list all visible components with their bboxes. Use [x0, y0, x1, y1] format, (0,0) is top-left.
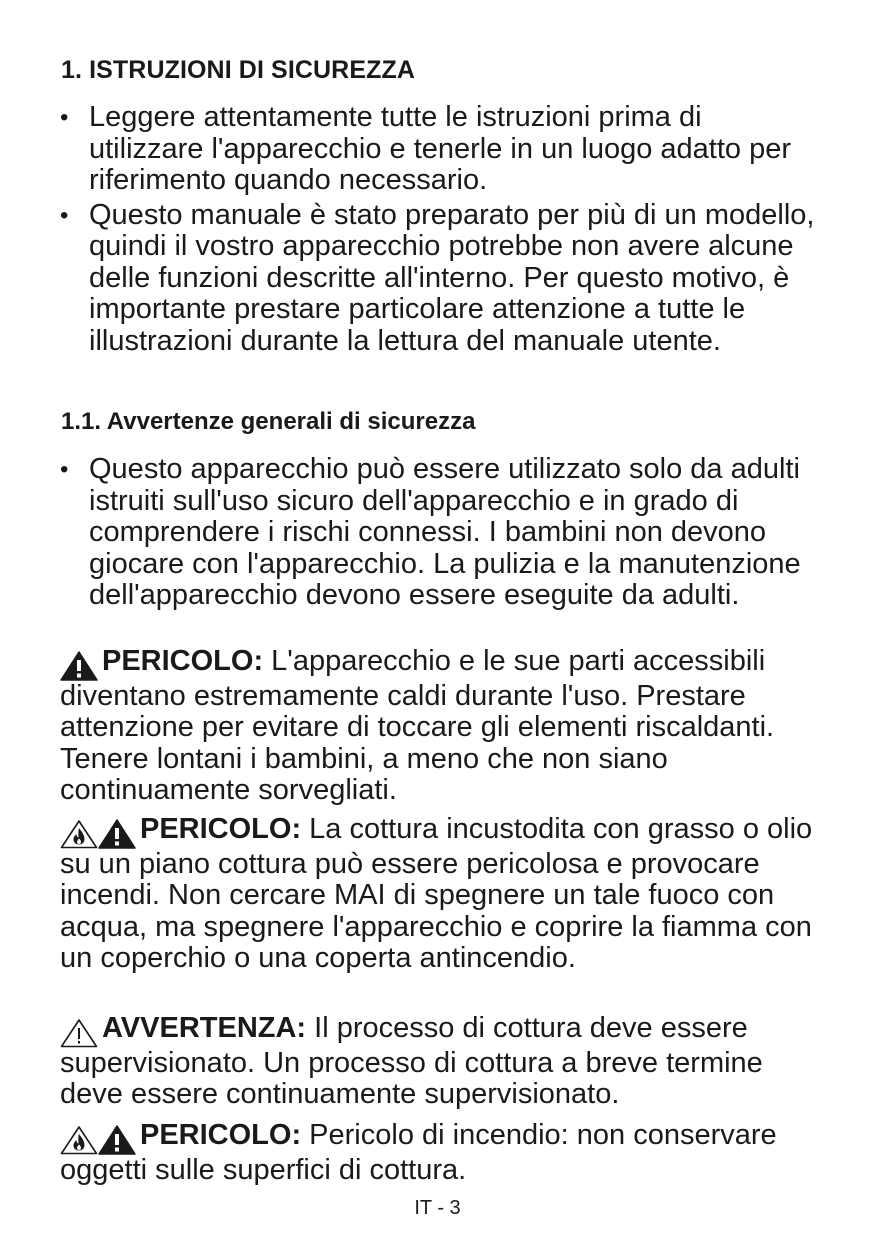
subsection-title: 1.1. Avvertenze generali di sicurezza — [61, 408, 476, 435]
caution-icon — [60, 1018, 98, 1048]
warning-unattended-cooking — [60, 814, 825, 975]
warning-label: AVVERTENZA: — [102, 1012, 307, 1044]
warning-text: Pericolo di incendio: non conservare oggetti sulle superfici di cottura. — [60, 1119, 777, 1186]
warning-hot-surfaces — [60, 646, 825, 807]
warning-icons — [60, 817, 136, 849]
warning-text: La cottura incustodita con grasso o olio su un piano cottura può essere pericolosa e provocare incendi. Non cercare MAI di spegnere un tale fuoco con acqua, ma spegnere l'apparecchio e coprire la fiamma con un coperchio o una coperta antincendio. — [60, 813, 813, 974]
warning-fire-storage — [60, 1120, 825, 1186]
warning-icons — [60, 1123, 136, 1155]
page-number: IT - 3 — [414, 1197, 461, 1219]
warning-label: PERICOLO: — [140, 813, 302, 845]
fire-hazard-icon — [60, 819, 98, 849]
warning-text: L'apparecchio e le sue parti accessibili diventano estremamente caldi durante l'uso. Prestare attenzione per evitare di toccare gli elementi riscaldanti. Tenere lontani i bambini, a meno che non siano continuamente sorvegliati. — [60, 645, 775, 806]
danger-icon — [98, 819, 136, 849]
warning-supervision — [60, 1013, 825, 1111]
fire-hazard-icon — [60, 1125, 98, 1155]
list-item: • Questo apparecchio può essere utilizzato solo da adulti istruiti sull'uso sicuro dell'apparecchio e in grado di comprendere i rischi connessi. I bambini non devono giocare con l'apparecchio. La pulizia e la manutenzione dell'apparecchio devono essere eseguite da adulti. — [60, 454, 820, 612]
list-item: • Questo manuale è stato preparato per più di un modello, quindi il vostro apparecchio potrebbe non avere alcune delle funzioni descritte all'interno. Per questo motivo, è importante prestare particolare attenzione a tutte le illustrazioni durante la lettura del manuale utente. — [60, 200, 820, 358]
danger-icon — [60, 651, 98, 681]
warning-icons — [60, 1016, 98, 1048]
warning-label: PERICOLO: — [140, 1119, 302, 1151]
warning-text: Il processo di cottura deve essere supervisionato. Un processo di cottura a breve termine deve essere continuamente supervisionato. — [60, 1012, 763, 1110]
danger-icon — [98, 1125, 136, 1155]
list-item: • Leggere attentamente tutte le istruzioni prima di utilizzare l'apparecchio e tenerle in un luogo adatto per riferimento quando necessario. — [60, 102, 820, 197]
general-safety-bullet-list — [60, 454, 820, 612]
section-title: 1. ISTRUZIONI DI SICUREZZA — [61, 56, 416, 84]
warning-icons — [60, 649, 98, 681]
intro-bullet-list — [60, 102, 820, 357]
warning-label: PERICOLO: — [102, 645, 264, 677]
